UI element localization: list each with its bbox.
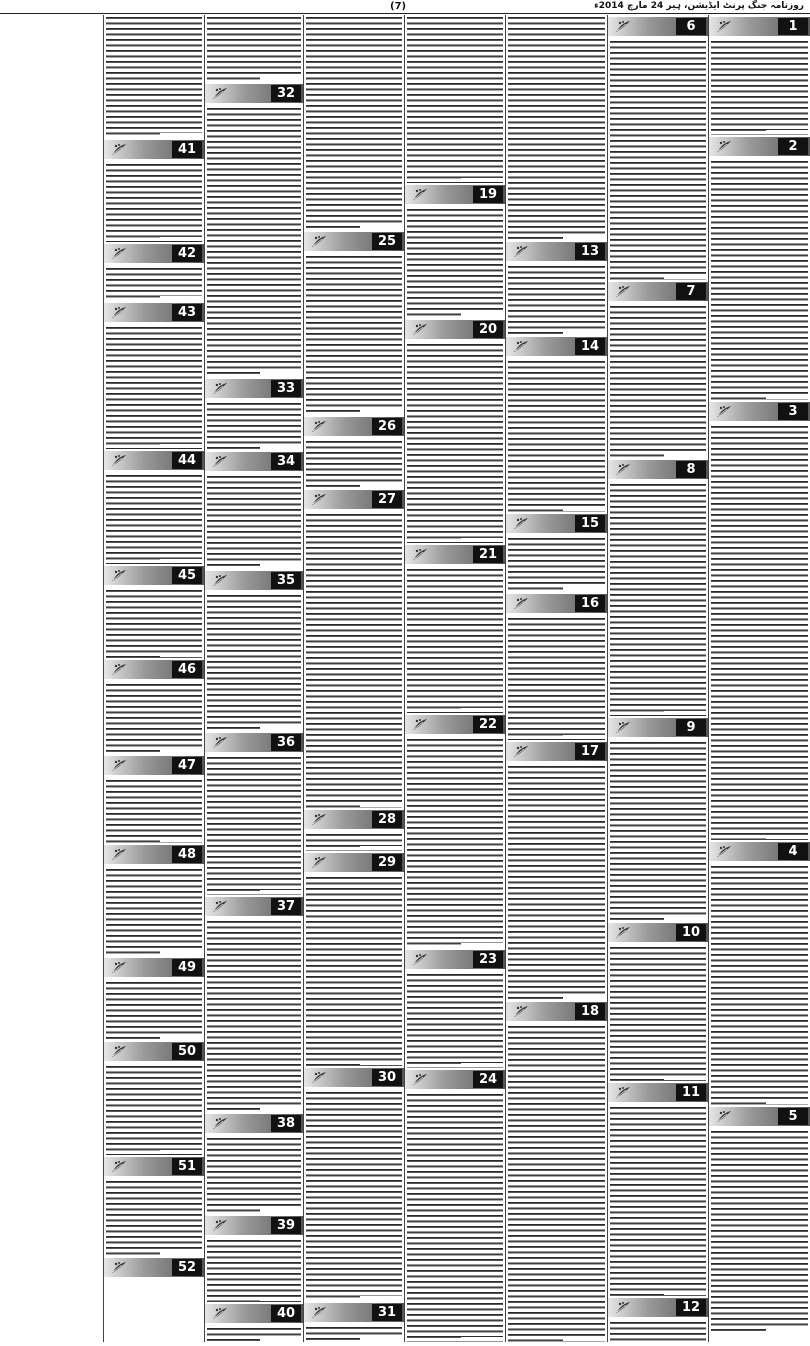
numbered-item — [608, 280, 708, 458]
leaf-icon — [715, 139, 733, 154]
leaf-icon — [211, 573, 229, 588]
leaf-icon — [211, 1116, 229, 1131]
leaf-icon — [614, 720, 632, 735]
item-header-bar — [304, 810, 404, 829]
numbered-item — [506, 240, 607, 335]
numbered-item — [506, 592, 607, 740]
numbered-item — [405, 543, 505, 713]
numbered-item — [506, 1000, 607, 1342]
item-header-bar — [506, 242, 607, 261]
item-number: 47 — [172, 757, 202, 774]
item-header-bar — [304, 1303, 404, 1322]
item-text-body — [205, 15, 303, 82]
item-number: 22 — [473, 716, 503, 733]
item-header-bar — [205, 571, 303, 590]
leaf-icon — [110, 662, 128, 677]
leaf-icon — [110, 758, 128, 773]
item-text-body — [104, 1280, 204, 1282]
item-number: 14 — [575, 338, 605, 355]
item-header-bar — [506, 1002, 607, 1021]
numbered-item — [709, 135, 810, 400]
item-number: 11 — [676, 1084, 706, 1101]
item-number: 39 — [271, 1217, 301, 1234]
item-text-body — [104, 980, 204, 1040]
item-header-bar — [304, 417, 404, 436]
article-column — [708, 15, 810, 1342]
numbered-item — [709, 15, 810, 135]
leaf-icon — [110, 1159, 128, 1174]
numbered-item — [205, 731, 303, 895]
item-text-body — [506, 1024, 607, 1342]
item-number: 9 — [676, 719, 706, 736]
item-header-bar — [304, 490, 404, 509]
numbered-item — [709, 840, 810, 1105]
item-text-body — [304, 15, 404, 230]
article-column — [103, 15, 204, 1342]
item-header-bar — [608, 1298, 708, 1317]
item-header-bar — [205, 452, 303, 471]
leaf-icon — [110, 847, 128, 862]
item-number: 51 — [172, 1158, 202, 1175]
item-text-body — [205, 1326, 303, 1342]
item-number: 37 — [271, 898, 301, 915]
item-text-body — [205, 919, 303, 1112]
article-column — [607, 15, 708, 1342]
item-header-bar — [608, 282, 708, 301]
item-text-body — [709, 864, 810, 1105]
leaf-icon — [310, 812, 328, 827]
item-header-bar — [709, 842, 810, 861]
leaf-icon — [715, 844, 733, 859]
numbered-item — [608, 458, 708, 716]
article-column — [204, 15, 303, 1342]
item-number: 28 — [372, 811, 402, 828]
item-number: 24 — [473, 1071, 503, 1088]
item-text-body — [104, 266, 204, 301]
leaf-icon — [110, 305, 128, 320]
item-text-body — [205, 401, 303, 450]
item-text-body — [104, 1064, 204, 1155]
leaf-icon — [310, 492, 328, 507]
item-header-bar — [104, 303, 204, 322]
numbered-item — [104, 449, 204, 564]
item-number: 18 — [575, 1003, 605, 1020]
article-column — [505, 15, 607, 1342]
leaf-icon — [211, 735, 229, 750]
item-text-body — [104, 15, 204, 138]
item-header-bar — [405, 545, 505, 564]
leaf-icon — [110, 246, 128, 261]
item-text-body — [405, 567, 505, 713]
leaf-icon — [110, 453, 128, 468]
leaf-icon — [110, 568, 128, 583]
item-number: 7 — [676, 283, 706, 300]
item-header-bar — [405, 950, 505, 969]
leaf-icon — [411, 952, 429, 967]
numbered-item — [608, 1081, 708, 1296]
item-text-body — [304, 439, 404, 488]
leaf-icon — [110, 1260, 128, 1275]
numbered-item — [304, 415, 404, 488]
item-header-bar — [104, 1042, 204, 1061]
item-number: 32 — [271, 85, 301, 102]
item-number: 17 — [575, 743, 605, 760]
item-header-bar — [104, 845, 204, 864]
numbered-item — [205, 377, 303, 450]
item-header-bar — [709, 1107, 810, 1126]
leaf-icon — [310, 234, 328, 249]
numbered-item — [405, 183, 505, 318]
item-text-body — [506, 15, 607, 240]
item-text-body — [405, 207, 505, 318]
item-number: 31 — [372, 1304, 402, 1321]
item-header-bar — [304, 853, 404, 872]
item-text-body — [709, 159, 810, 400]
numbered-item — [608, 1296, 708, 1342]
numbered-item — [405, 948, 505, 1068]
item-header-bar — [405, 1070, 505, 1089]
item-text-body — [205, 1238, 303, 1302]
item-number: 25 — [372, 233, 402, 250]
item-header-bar — [205, 379, 303, 398]
item-header-bar — [506, 337, 607, 356]
item-header-bar — [104, 958, 204, 977]
item-header-bar — [205, 1114, 303, 1133]
item-header-bar — [104, 566, 204, 585]
item-number: 12 — [676, 1299, 706, 1316]
numbered-item — [304, 488, 404, 808]
item-text-body — [608, 1105, 708, 1296]
item-number: 1 — [778, 18, 808, 35]
item-number: 45 — [172, 567, 202, 584]
item-number: 43 — [172, 304, 202, 321]
numbered-item — [104, 138, 204, 242]
item-number: 36 — [271, 734, 301, 751]
numbered-item — [104, 754, 204, 843]
item-text-body — [506, 764, 607, 1000]
item-header-bar — [405, 715, 505, 734]
masthead — [0, 0, 810, 14]
numbered-item — [506, 740, 607, 1000]
leaf-icon — [411, 322, 429, 337]
item-number: 21 — [473, 546, 503, 563]
numbered-item — [104, 242, 204, 301]
numbered-item — [608, 716, 708, 921]
leaf-icon — [310, 855, 328, 870]
item-number: 4 — [778, 843, 808, 860]
leaf-icon — [310, 1305, 328, 1320]
item-number: 26 — [372, 418, 402, 435]
item-number: 42 — [172, 245, 202, 262]
item-number: 27 — [372, 491, 402, 508]
item-text-body — [405, 1092, 505, 1342]
item-text-body — [304, 832, 404, 851]
item-header-bar — [205, 1216, 303, 1235]
item-text-body — [506, 359, 607, 512]
numbered-item — [608, 15, 708, 280]
item-header-bar — [304, 232, 404, 251]
item-header-bar — [104, 660, 204, 679]
item-text-body — [304, 875, 404, 1066]
item-number: 35 — [271, 572, 301, 589]
item-text-body — [104, 1179, 204, 1256]
numbered-item — [405, 318, 505, 543]
numbered-item — [205, 569, 303, 731]
item-number: 48 — [172, 846, 202, 863]
numbered-item — [304, 1301, 404, 1342]
item-header-bar — [205, 1304, 303, 1323]
item-text-body — [709, 424, 810, 840]
leaf-icon — [211, 1306, 229, 1321]
item-text-body — [709, 39, 810, 135]
numbered-item — [205, 1112, 303, 1214]
item-number: 29 — [372, 854, 402, 871]
item-header-bar — [104, 140, 204, 159]
item-text-body — [304, 1090, 404, 1301]
item-header-bar — [104, 244, 204, 263]
item-number: 23 — [473, 951, 503, 968]
leaf-icon — [411, 547, 429, 562]
leaf-icon — [614, 284, 632, 299]
item-header-bar — [304, 1068, 404, 1087]
item-header-bar — [709, 17, 810, 36]
numbered-item — [104, 658, 204, 754]
leaf-icon — [512, 1004, 530, 1019]
item-text-body — [104, 682, 204, 754]
item-text-body — [405, 15, 505, 183]
leaf-icon — [614, 1085, 632, 1100]
item-header-bar — [205, 84, 303, 103]
numbered-item — [104, 1040, 204, 1155]
item-text-body — [205, 474, 303, 569]
item-number: 15 — [575, 515, 605, 532]
item-number: 46 — [172, 661, 202, 678]
leaf-icon — [211, 1218, 229, 1233]
item-text-body — [608, 39, 708, 280]
numbered-item — [205, 1302, 303, 1342]
item-text-body — [205, 593, 303, 731]
item-number: 6 — [676, 18, 706, 35]
leaf-icon — [715, 19, 733, 34]
leaf-icon — [614, 462, 632, 477]
item-number: 38 — [271, 1115, 301, 1132]
item-text-body — [104, 867, 204, 956]
continued-text — [405, 15, 505, 183]
numbered-item — [304, 808, 404, 851]
numbered-item — [304, 1066, 404, 1301]
leaf-icon — [512, 596, 530, 611]
item-number: 34 — [271, 453, 301, 470]
continued-text — [205, 15, 303, 82]
item-text-body — [304, 1325, 404, 1342]
item-text-body — [405, 737, 505, 948]
item-text-body — [205, 755, 303, 895]
item-header-bar — [205, 897, 303, 916]
item-text-body — [104, 325, 204, 449]
item-number: 19 — [473, 186, 503, 203]
leaf-icon — [411, 187, 429, 202]
leaf-icon — [512, 339, 530, 354]
newspaper-title: روزنامہ جنگ پرنٹ ایڈیشن، ہیر 24 مارچ 2014ء — [594, 1, 804, 11]
item-number: 33 — [271, 380, 301, 397]
item-header-bar — [506, 594, 607, 613]
item-header-bar — [608, 17, 708, 36]
item-header-bar — [608, 718, 708, 737]
item-header-bar — [709, 137, 810, 156]
numbered-item — [405, 1068, 505, 1342]
leaf-icon — [715, 404, 733, 419]
item-text-body — [205, 106, 303, 377]
item-text-body — [506, 616, 607, 740]
item-number: 49 — [172, 959, 202, 976]
item-number: 50 — [172, 1043, 202, 1060]
numbered-item — [506, 335, 607, 512]
item-header-bar — [205, 733, 303, 752]
leaf-icon — [211, 381, 229, 396]
numbered-item — [205, 895, 303, 1112]
item-text-body — [608, 945, 708, 1081]
leaf-icon — [310, 1070, 328, 1085]
item-header-bar — [104, 1258, 204, 1277]
numbered-item — [104, 843, 204, 956]
continued-text — [104, 15, 204, 138]
item-header-bar — [405, 320, 505, 339]
leaf-icon — [512, 516, 530, 531]
item-text-body — [104, 588, 204, 658]
item-header-bar — [608, 460, 708, 479]
numbered-item — [205, 1214, 303, 1302]
leaf-icon — [411, 717, 429, 732]
leaf-icon — [110, 960, 128, 975]
item-header-bar — [506, 514, 607, 533]
numbered-item — [304, 230, 404, 415]
item-text-body — [304, 254, 404, 415]
leaf-icon — [614, 19, 632, 34]
numbered-item — [104, 564, 204, 658]
item-number: 2 — [778, 138, 808, 155]
numbered-item — [506, 512, 607, 592]
item-number: 52 — [172, 1259, 202, 1276]
numbered-item — [104, 956, 204, 1040]
item-number: 13 — [575, 243, 605, 260]
continued-text — [506, 15, 607, 240]
item-header-bar — [405, 185, 505, 204]
item-text-body — [205, 1136, 303, 1214]
item-text-body — [104, 162, 204, 242]
item-number: 8 — [676, 461, 706, 478]
item-text-body — [506, 264, 607, 335]
item-text-body — [608, 482, 708, 716]
numbered-item — [304, 851, 404, 1066]
numbered-item — [205, 450, 303, 569]
leaf-icon — [211, 454, 229, 469]
leaf-icon — [614, 1300, 632, 1315]
leaf-icon — [110, 142, 128, 157]
item-number: 3 — [778, 403, 808, 420]
item-header-bar — [104, 451, 204, 470]
leaf-icon — [211, 899, 229, 914]
item-text-body — [405, 342, 505, 543]
article-column — [303, 15, 404, 1342]
item-text-body — [405, 972, 505, 1068]
item-number: 5 — [778, 1108, 808, 1125]
leaf-icon — [211, 86, 229, 101]
page-number: (7) — [390, 1, 407, 12]
numbered-item — [405, 713, 505, 948]
item-number: 16 — [575, 595, 605, 612]
item-header-bar — [709, 402, 810, 421]
item-text-body — [304, 512, 404, 808]
leaf-icon — [512, 244, 530, 259]
item-header-bar — [506, 742, 607, 761]
item-text-body — [608, 304, 708, 458]
item-text-body — [709, 1129, 810, 1333]
numbered-item — [104, 301, 204, 449]
leaf-icon — [715, 1109, 733, 1124]
numbered-item — [709, 1105, 810, 1333]
item-number: 20 — [473, 321, 503, 338]
numbered-item — [205, 82, 303, 377]
leaf-icon — [512, 744, 530, 759]
item-header-bar — [104, 1157, 204, 1176]
numbered-item — [608, 921, 708, 1081]
numbered-item — [709, 400, 810, 840]
item-text-body — [104, 778, 204, 843]
item-number: 44 — [172, 452, 202, 469]
item-header-bar — [608, 1083, 708, 1102]
leaf-icon — [110, 1044, 128, 1059]
item-header-bar — [104, 756, 204, 775]
article-column — [404, 15, 505, 1342]
item-header-bar — [608, 923, 708, 942]
item-number: 10 — [676, 924, 706, 941]
item-text-body — [608, 1320, 708, 1342]
item-number: 40 — [271, 1305, 301, 1322]
continued-text — [304, 15, 404, 230]
leaf-icon — [411, 1072, 429, 1087]
leaf-icon — [310, 419, 328, 434]
item-text-body — [104, 473, 204, 564]
item-text-body — [506, 536, 607, 592]
item-number: 30 — [372, 1069, 402, 1086]
item-number: 41 — [172, 141, 202, 158]
item-text-body — [608, 740, 708, 921]
numbered-item — [104, 1256, 204, 1282]
numbered-item — [104, 1155, 204, 1256]
leaf-icon — [614, 925, 632, 940]
